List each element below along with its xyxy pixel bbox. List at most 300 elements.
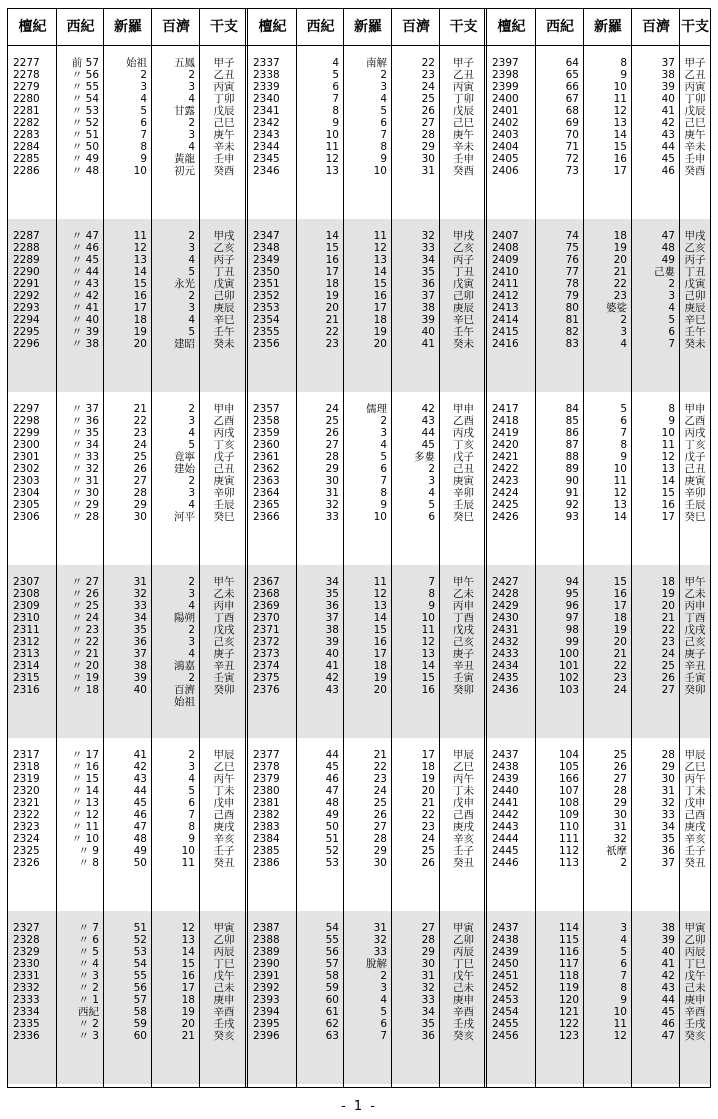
cell-dangi: 2428: [492, 588, 519, 600]
cell-western: 43: [325, 684, 339, 696]
cell-baekje: 2: [428, 463, 435, 475]
cell-western: 97: [565, 612, 579, 624]
cell-baekje: 15: [181, 958, 195, 970]
header-silla-1: 新羅: [114, 19, 142, 35]
cell-silla: 19: [373, 672, 387, 684]
cell-silla: 10: [133, 165, 147, 177]
cell-ganji: 庚戌: [684, 821, 706, 833]
table-row: [8, 290, 710, 302]
header-baekje-2: 百濟: [402, 19, 430, 35]
table-row: [8, 588, 710, 600]
cell-ganji: 癸未: [453, 338, 474, 350]
cell-silla: 19: [373, 326, 387, 338]
cell-western: 122: [558, 1018, 579, 1030]
cell-silla: 15: [373, 624, 387, 636]
cell-silla: 29: [373, 845, 387, 857]
group-divider: [484, 9, 485, 1087]
cell-baekje: 37: [421, 290, 435, 302]
cell-baekje: 5: [188, 266, 195, 278]
cell-baekje: 30: [421, 958, 435, 970]
cell-silla: 6: [380, 463, 387, 475]
cell-silla: 7: [620, 970, 627, 982]
table-row: [8, 266, 710, 278]
cell-dangi: 2427: [492, 576, 519, 588]
cell-baekje: 46: [661, 165, 675, 177]
cell-silla: 43: [133, 773, 147, 785]
cell-dangi: 2345: [253, 153, 280, 165]
cell-baekje: 36: [421, 278, 435, 290]
cell-western: 101: [558, 660, 579, 672]
cell-silla: 22: [133, 415, 147, 427]
cell-western: 116: [558, 946, 579, 958]
cell-dangi: 2404: [492, 141, 519, 153]
cell-dangi: 2432: [492, 636, 519, 648]
table-row: [8, 845, 710, 857]
cell-silla: 46: [133, 809, 147, 821]
cell-silla: 31: [133, 576, 147, 588]
table-row: [8, 958, 710, 970]
cell-western: 61: [325, 1006, 339, 1018]
cell-silla: 31: [373, 922, 387, 934]
cell-dangi: 2293: [13, 302, 40, 314]
cell-silla: 5: [620, 946, 627, 958]
cell-western: 28: [325, 451, 339, 463]
cell-dangi: 2305: [13, 499, 40, 511]
cell-dangi: 2357: [253, 403, 280, 415]
cell-western: 〃 17: [71, 749, 99, 761]
cell-ganji: 乙亥: [453, 242, 474, 254]
cell-dangi: 2445: [492, 845, 519, 857]
cell-baekje: 42: [421, 403, 435, 415]
cell-ganji: 戊申: [453, 797, 474, 809]
cell-western: 108: [558, 797, 579, 809]
cell-ganji: 己卯: [453, 290, 474, 302]
table-row: [8, 785, 710, 797]
cell-silla: 58: [133, 1006, 147, 1018]
cell-baekje: 己婁: [654, 266, 675, 278]
cell-western: 80: [565, 302, 579, 314]
cell-dangi: 2347: [253, 230, 280, 242]
cell-ganji: 戊戌: [453, 624, 474, 636]
cell-dangi: 2411: [492, 278, 519, 290]
cell-baekje: 3: [188, 302, 195, 314]
cell-ganji: 己丑: [453, 463, 474, 475]
cell-silla: 12: [133, 242, 147, 254]
cell-western: 〃 43: [71, 278, 99, 290]
cell-western: 113: [558, 857, 579, 869]
cell-dangi: 2360: [253, 439, 280, 451]
cell-dangi: 2403: [492, 129, 519, 141]
cell-baekje: 4: [188, 773, 195, 785]
cell-western: 76: [565, 254, 579, 266]
cell-ganji: 丁丑: [213, 266, 235, 278]
cell-ganji: 甲戌: [684, 230, 706, 242]
cell-ganji: 庚申: [684, 994, 706, 1006]
cell-ganji: 丁亥: [213, 439, 235, 451]
cell-western: 〃 2: [78, 982, 99, 994]
cell-western: 〃 36: [71, 415, 99, 427]
cell-dangi: 2320: [13, 785, 40, 797]
cell-silla: 16: [373, 290, 387, 302]
cell-baekje: 8: [428, 588, 435, 600]
cell-ganji: 丁未: [684, 785, 706, 797]
cell-silla: 12: [373, 588, 387, 600]
cell-ganji: 丙申: [453, 600, 474, 612]
column-divider: [247, 9, 248, 1087]
cell-dangi: 2334: [13, 1006, 40, 1018]
cell-silla: 4: [380, 439, 387, 451]
table-header: [8, 9, 710, 46]
cell-baekje: 10: [421, 612, 435, 624]
row-block: [8, 219, 710, 392]
cell-baekje: 36: [421, 1030, 435, 1042]
cell-ganji: 壬午: [684, 326, 706, 338]
cell-western: 67: [565, 93, 579, 105]
cell-dangi: 2413: [492, 302, 519, 314]
cell-dangi: 2315: [13, 672, 40, 684]
cell-western: 64: [565, 57, 579, 69]
table-row: [8, 278, 710, 290]
cell-western: 前 57: [71, 57, 99, 69]
cell-baekje: 22: [661, 624, 675, 636]
cell-western: 24: [325, 403, 339, 415]
cell-silla: 20: [613, 254, 627, 266]
cell-baekje: 26: [661, 672, 675, 684]
cell-baekje: 3: [188, 129, 195, 141]
cell-silla: 3: [380, 81, 387, 93]
cell-ganji: 壬戌: [684, 1018, 706, 1030]
cell-dangi: 2280: [13, 93, 40, 105]
cell-western: 100: [558, 648, 579, 660]
cell-western: 13: [325, 165, 339, 177]
cell-western: 〃 50: [71, 141, 99, 153]
cell-baekje: 多婁: [414, 451, 435, 463]
cell-ganji: 辛酉: [213, 1006, 235, 1018]
cell-dangi: 2350: [253, 266, 280, 278]
cell-western: 15: [325, 242, 339, 254]
cell-ganji: 丙子: [213, 254, 235, 266]
cell-western: 〃 41: [71, 302, 99, 314]
cell-silla: 6: [620, 958, 627, 970]
cell-silla: 15: [133, 278, 147, 290]
cell-dangi: 2285: [13, 153, 40, 165]
cell-western: 111: [558, 833, 579, 845]
cell-western: 西紀: [78, 1006, 99, 1018]
table-row: [8, 994, 710, 1006]
cell-dangi: 2365: [253, 499, 280, 511]
cell-baekje: 30: [661, 773, 675, 785]
cell-silla: 25: [613, 749, 627, 761]
cell-baekje: 9: [668, 415, 675, 427]
cell-ganji: 壬子: [684, 845, 706, 857]
cell-silla: 婆娑: [606, 302, 627, 314]
cell-ganji: 癸酉: [453, 165, 474, 177]
cell-baekje: 22: [421, 57, 435, 69]
cell-baekje: 3: [188, 81, 195, 93]
cell-western: 〃 2: [78, 1018, 99, 1030]
cell-western: 110: [558, 821, 579, 833]
cell-silla: 4: [380, 93, 387, 105]
cell-western: 18: [325, 278, 339, 290]
cell-silla: 3: [380, 427, 387, 439]
cell-western: 〃 29: [71, 499, 99, 511]
cell-western: 9: [332, 117, 339, 129]
cell-ganji: 庚寅: [684, 475, 706, 487]
cell-western: 32: [325, 499, 339, 511]
cell-ganji: 己未: [453, 982, 474, 994]
cell-ganji: 丙申: [213, 600, 235, 612]
cell-dangi: 2354: [253, 314, 280, 326]
cell-baekje: 2: [188, 672, 195, 684]
cell-dangi: 2401: [492, 105, 519, 117]
cell-western: 25: [325, 415, 339, 427]
group-divider: [245, 9, 246, 1087]
cell-baekje: 31: [421, 970, 435, 982]
cell-western: 58: [325, 970, 339, 982]
cell-western: 89: [565, 463, 579, 475]
cell-ganji: 丙子: [684, 254, 706, 266]
cell-dangi: 2440: [492, 785, 519, 797]
cell-silla: 45: [133, 797, 147, 809]
cell-dangi: 2408: [492, 242, 519, 254]
column-divider: [56, 9, 57, 1087]
table-row: [8, 1018, 710, 1030]
cell-baekje: 26: [421, 105, 435, 117]
cell-dangi: 2382: [253, 809, 280, 821]
cell-baekje: 23: [661, 636, 675, 648]
cell-ganji: 戊寅: [453, 278, 474, 290]
cell-baekje: 19: [661, 588, 675, 600]
cell-dangi: 2384: [253, 833, 280, 845]
cell-ganji: 庚子: [453, 648, 474, 660]
cell-baekje: 20: [421, 785, 435, 797]
cell-baekje: 建始: [174, 463, 195, 475]
cell-ganji: 己亥: [684, 636, 706, 648]
cell-dangi: 2407: [492, 230, 519, 242]
table-row: [8, 982, 710, 994]
table-row: [8, 439, 710, 451]
cell-silla: 9: [620, 994, 627, 1006]
cell-silla: 11: [373, 230, 387, 242]
cell-baekje: 6: [668, 326, 675, 338]
cell-baekje: 初元: [174, 165, 195, 177]
cell-ganji: 甲申: [213, 403, 235, 415]
cell-dangi: 2390: [253, 958, 280, 970]
cell-baekje: 43: [661, 982, 675, 994]
cell-dangi: 2278: [13, 69, 40, 81]
cell-baekje: 25: [421, 93, 435, 105]
cell-western: 30: [325, 475, 339, 487]
cell-western: 123: [558, 1030, 579, 1042]
cell-baekje: 4: [188, 141, 195, 153]
cell-ganji: 壬申: [684, 153, 706, 165]
cell-baekje: 13: [181, 934, 195, 946]
cell-dangi: 2339: [253, 81, 280, 93]
cell-ganji: 戊申: [213, 797, 235, 809]
table-row: [8, 809, 710, 821]
cell-dangi: 2446: [492, 857, 519, 869]
cell-baekje: 29: [661, 761, 675, 773]
table-row: [8, 624, 710, 636]
cell-dangi: 2435: [492, 672, 519, 684]
cell-baekje: 21: [181, 1030, 195, 1042]
cell-silla: 56: [133, 982, 147, 994]
cell-ganji: 戊申: [684, 797, 706, 809]
cell-western: 95: [565, 588, 579, 600]
cell-baekje: 11: [421, 624, 435, 636]
cell-ganji: 庚申: [453, 994, 474, 1006]
cell-silla: 22: [373, 761, 387, 773]
cell-ganji: 癸丑: [453, 857, 474, 869]
cell-western: 69: [565, 117, 579, 129]
cell-silla: 11: [613, 93, 627, 105]
cell-dangi: 2391: [253, 970, 280, 982]
cell-ganji: 庚午: [453, 129, 474, 141]
cell-dangi: 2366: [253, 511, 280, 523]
cell-baekje: 建昭: [174, 338, 195, 350]
cell-dangi: 2405: [492, 153, 519, 165]
cell-western: 〃 21: [71, 648, 99, 660]
cell-ganji: 壬戌: [213, 1018, 235, 1030]
cell-silla: 53: [133, 946, 147, 958]
cell-dangi: 2344: [253, 141, 280, 153]
cell-ganji: 癸亥: [684, 1030, 706, 1042]
cell-baekje: 26: [421, 857, 435, 869]
cell-western: 48: [325, 797, 339, 809]
cell-dangi: 2297: [13, 403, 40, 415]
cell-western: 〃 24: [71, 612, 99, 624]
cell-ganji: 癸巳: [684, 511, 706, 523]
cell-baekje: 19: [181, 1006, 195, 1018]
cell-baekje: 2: [188, 749, 195, 761]
cell-ganji: 癸丑: [213, 857, 235, 869]
cell-baekje: 4: [188, 427, 195, 439]
cell-ganji: 庚午: [213, 129, 235, 141]
cell-baekje: 43: [661, 129, 675, 141]
header-dangi-3: 檀紀: [497, 19, 526, 35]
cell-baekje: 25: [421, 845, 435, 857]
cell-dangi: 2286: [13, 165, 40, 177]
cell-dangi: 2414: [492, 314, 519, 326]
cell-silla: 2: [620, 857, 627, 869]
cell-ganji: 乙卯: [453, 934, 474, 946]
cell-western: 56: [325, 946, 339, 958]
cell-silla: 7: [380, 129, 387, 141]
cell-silla: 44: [133, 785, 147, 797]
cell-baekje: 4: [188, 648, 195, 660]
cell-dangi: 2416: [492, 338, 519, 350]
cell-silla: 14: [613, 129, 627, 141]
cell-dangi: 2307: [13, 576, 40, 588]
cell-baekje: 24: [421, 833, 435, 845]
cell-silla: 27: [373, 821, 387, 833]
cell-baekje: 5: [188, 326, 195, 338]
table-row: [8, 511, 710, 523]
cell-dangi: 2420: [492, 439, 519, 451]
cell-baekje: 2: [668, 278, 675, 290]
cell-silla: 13: [133, 254, 147, 266]
cell-baekje: 2: [188, 117, 195, 129]
cell-silla: 20: [373, 684, 387, 696]
cell-dangi: 2358: [253, 415, 280, 427]
cell-ganji: 辛卯: [684, 487, 706, 499]
cell-dangi: 2418: [492, 415, 519, 427]
cell-dangi: 2329: [13, 946, 40, 958]
cell-western: 〃 33: [71, 451, 99, 463]
cell-dangi: 2361: [253, 451, 280, 463]
header-western-3: 西紀: [546, 19, 574, 35]
cell-dangi: 2349: [253, 254, 280, 266]
cell-ganji: 乙酉: [453, 415, 474, 427]
cell-silla: 20: [133, 338, 147, 350]
cell-western: 60: [325, 994, 339, 1006]
cell-ganji: 丁巳: [684, 958, 706, 970]
cell-ganji: 癸巳: [213, 511, 235, 523]
cell-dangi: 2424: [492, 487, 519, 499]
cell-dangi: 2450: [492, 958, 519, 970]
cell-dangi: 2296: [13, 338, 40, 350]
cell-silla: 29: [613, 797, 627, 809]
cell-ganji: 丁酉: [213, 612, 235, 624]
cell-ganji: 庚寅: [453, 475, 474, 487]
cell-dangi: 2442: [492, 809, 519, 821]
cell-western: 〃 27: [71, 576, 99, 588]
cell-dangi: 2455: [492, 1018, 519, 1030]
cell-silla: 60: [133, 1030, 147, 1042]
cell-western: 〃 12: [71, 809, 99, 821]
table-row: [8, 576, 710, 588]
cell-western: 81: [565, 314, 579, 326]
cell-silla: 17: [133, 302, 147, 314]
cell-ganji: 乙巳: [684, 761, 706, 773]
cell-baekje: 42: [661, 117, 675, 129]
table-row: [8, 93, 710, 105]
cell-ganji: 戊午: [684, 970, 706, 982]
cell-baekje: 28: [421, 934, 435, 946]
cell-dangi: 2392: [253, 982, 280, 994]
cell-western: 83: [565, 338, 579, 350]
cell-dangi: 2441: [492, 797, 519, 809]
cell-baekje: 27: [421, 117, 435, 129]
cell-silla: 16: [613, 153, 627, 165]
row-block: [8, 46, 710, 219]
cell-dangi: 2295: [13, 326, 40, 338]
cell-ganji: 辛巳: [213, 314, 235, 326]
cell-baekje: 2: [188, 69, 195, 81]
cell-western: 44: [325, 749, 339, 761]
cell-western: 〃 47: [71, 230, 99, 242]
cell-baekje: 28: [661, 749, 675, 761]
cell-dangi: 2430: [492, 612, 519, 624]
cell-dangi: 2369: [253, 600, 280, 612]
cell-western: 〃 5: [78, 946, 99, 958]
cell-ganji: 庚戌: [213, 821, 235, 833]
cell-dangi: 2310: [13, 612, 40, 624]
cell-dangi: 2325: [13, 845, 40, 857]
cell-silla: 30: [613, 809, 627, 821]
table-row: [8, 427, 710, 439]
cell-ganji: 丁未: [453, 785, 474, 797]
cell-western: 〃 39: [71, 326, 99, 338]
cell-ganji: 丙寅: [684, 81, 706, 93]
cell-baekje: 38: [661, 69, 675, 81]
cell-ganji: 戊子: [684, 451, 706, 463]
table-row: [8, 660, 710, 672]
cell-baekje: 17: [661, 511, 675, 523]
cell-baekje: 33: [421, 242, 435, 254]
cell-baekje: 38: [661, 922, 675, 934]
cell-silla: 脫解: [366, 958, 387, 970]
